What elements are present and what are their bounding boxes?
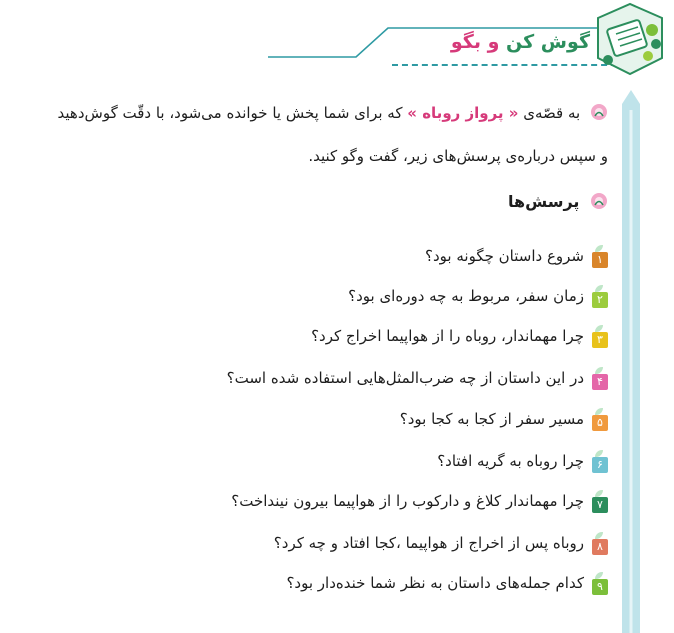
question-item bbox=[437, 450, 608, 472]
intro-text-end: که برای شما پخش یا خوانده می‌شود، با دقّت گوش‌دهید bbox=[57, 104, 403, 122]
flower-bullet-icon bbox=[590, 103, 608, 121]
question-text: چرا مهماندار کلاغ و دارکوب را از هواپیما بیرون نینداخت؟ bbox=[231, 492, 584, 510]
question-number-badge: ۲ bbox=[592, 292, 608, 308]
question-text: روباه پس از اخراج از هواپیما ،کجا افتاد و چه کرد؟ bbox=[273, 534, 584, 552]
question-item bbox=[425, 245, 608, 267]
question-item bbox=[274, 532, 608, 554]
question-item bbox=[311, 325, 608, 347]
question-text: مسیر سفر از کجا به کجا بود؟ bbox=[399, 410, 584, 428]
question-number-badge: ۳ bbox=[592, 332, 608, 348]
question-number-badge: ۱ bbox=[592, 252, 608, 268]
section-heading bbox=[451, 31, 590, 53]
intro-text-start: به قصّه‌ی bbox=[523, 104, 581, 122]
questions-heading-label: پرسش‌ها bbox=[508, 192, 580, 211]
question-item bbox=[227, 367, 608, 389]
question-text: چرا مهماندار، روباه را از هواپیما اخراج کرد؟ bbox=[311, 327, 584, 345]
question-number-badge: ۶ bbox=[592, 457, 608, 473]
question-text: کدام جمله‌های داستان به نظر شما خنده‌دار بود؟ bbox=[286, 574, 584, 592]
question-number-badge: ۷ bbox=[592, 497, 608, 513]
heading-word-listen: گوش کن bbox=[506, 31, 590, 53]
question-item bbox=[286, 572, 608, 594]
heading-word-say: بگو bbox=[450, 31, 481, 53]
question-text: زمان سفر، مربوط به چه دوره‌ای بود؟ bbox=[348, 287, 584, 305]
questions-heading bbox=[508, 192, 608, 211]
intro-line-2: و سپس درباره‌ی پرسش‌های زیر، گفت وگو کنید. bbox=[308, 147, 608, 165]
question-text: در این داستان از چه ضرب‌المثل‌هایی استفاده شده است؟ bbox=[226, 369, 584, 387]
heading-word-and: و bbox=[487, 31, 500, 53]
intro-line-1 bbox=[0, 103, 608, 123]
question-number-badge: ۵ bbox=[592, 415, 608, 431]
question-item bbox=[400, 408, 608, 430]
question-item bbox=[231, 490, 608, 512]
story-title: « پرواز روباه » bbox=[407, 104, 519, 122]
question-item bbox=[348, 285, 608, 307]
flower-bullet-icon bbox=[590, 192, 608, 210]
question-number-badge: ۹ bbox=[592, 579, 608, 595]
question-number-badge: ۸ bbox=[592, 539, 608, 555]
side-margin-bar bbox=[618, 90, 644, 633]
book-badge-icon bbox=[590, 0, 670, 78]
question-number-badge: ۴ bbox=[592, 374, 608, 390]
question-text: شروع داستان چگونه بود؟ bbox=[425, 247, 584, 265]
question-text: چرا روباه به گریه افتاد؟ bbox=[437, 452, 584, 470]
